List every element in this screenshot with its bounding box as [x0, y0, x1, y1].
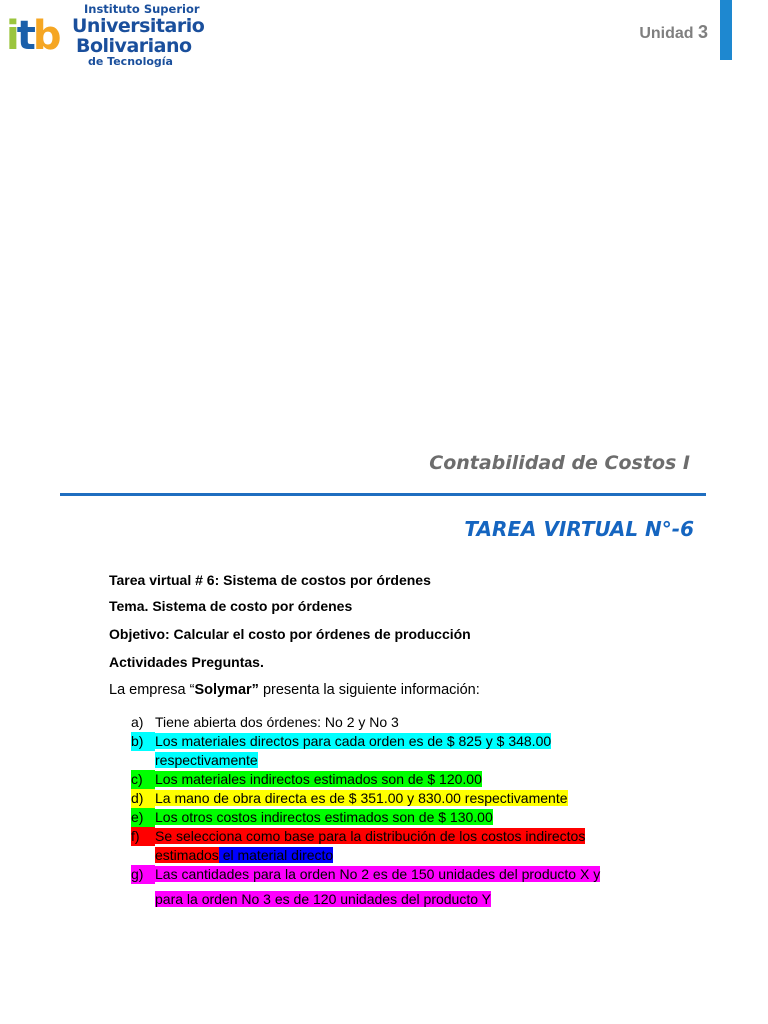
logo-line-1: Instituto Superior — [84, 2, 200, 16]
logo-line-3: Bolivariano — [76, 35, 192, 57]
unit-indicator — [639, 22, 708, 43]
list-item: a) Tiene abierta dos órdenes: No 2 y No 3 — [131, 714, 399, 730]
list-item-continuation: para la orden No 3 es de 120 unidades del producto Y — [155, 891, 491, 907]
task-title: TAREA VIRTUAL N°-6 — [464, 517, 694, 541]
unit-label: Unidad — [639, 25, 694, 42]
logo-line-4: de Tecnología — [88, 55, 173, 68]
list-item: g) Las cantidades para la orden No 2 es de 150 unidades del producto X y — [131, 866, 601, 882]
logo-line-2: Universitario — [72, 15, 205, 37]
task-heading: Tarea virtual # 6: Sistema de costos por órdenes — [109, 572, 431, 588]
unit-number: 3 — [697, 22, 708, 42]
title-divider — [60, 493, 706, 496]
list-item-continuation: estimados el material directo — [155, 847, 334, 863]
list-item: b) Los materiales directos para cada orden es de $ 825 y $ 348.00 — [131, 733, 552, 749]
list-item: e) Los otros costos indirectos estimados son de $ 130.00 — [131, 809, 493, 825]
subject-title: Contabilidad de Costos I — [429, 452, 690, 474]
list-item: c) Los materiales indirectos estimados son de $ 120.00 — [131, 771, 482, 787]
activities-heading: Actividades Preguntas. — [109, 654, 264, 670]
company-name: Solymar” — [194, 682, 259, 698]
itb-logo-mark: itb — [6, 13, 59, 59]
institution-logo — [6, 2, 205, 72]
logo-text — [72, 2, 204, 68]
unit-accent-bar — [720, 0, 732, 60]
objective-heading: Objetivo: Calcular el costo por órdenes de producción — [109, 626, 471, 642]
list-item-continuation: respectivamente — [155, 752, 258, 768]
topic-heading: Tema. Sistema de costo por órdenes — [109, 598, 353, 614]
intro-paragraph: La empresa “Solymar” presenta la siguiente información: — [109, 682, 480, 698]
list-item: f) Se selecciona como base para la distribución de los costos indirectos — [131, 828, 586, 844]
list-item: d) La mano de obra directa es de $ 351.00 y 830.00 respectivamente — [131, 790, 568, 806]
